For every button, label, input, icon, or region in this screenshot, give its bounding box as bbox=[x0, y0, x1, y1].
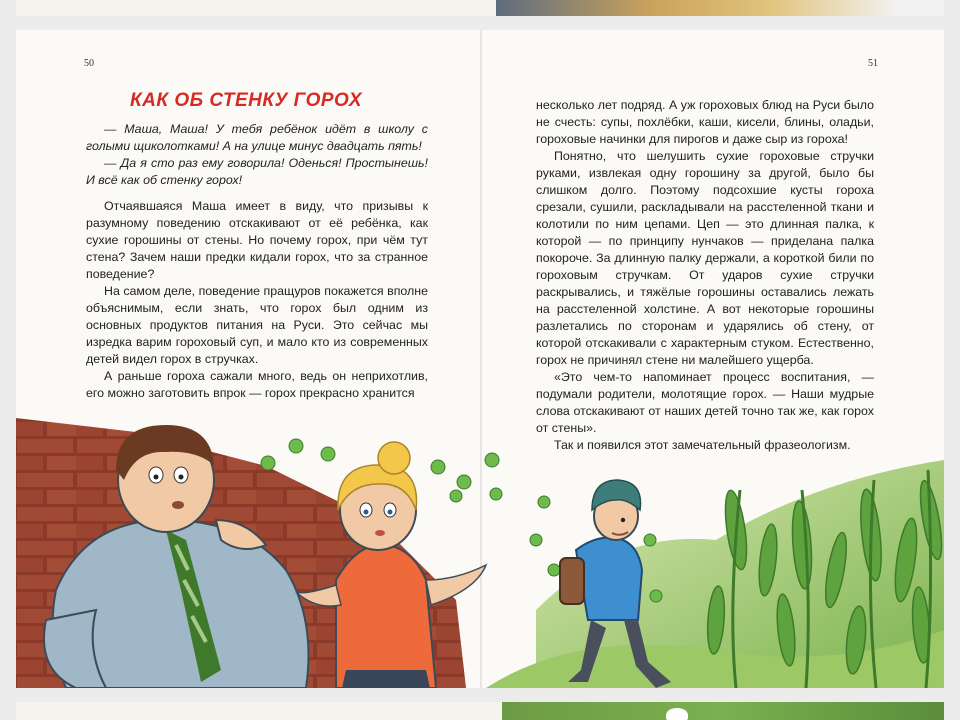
paragraph: На самом деле, поведение пращуров покажется вполне объяснимым, если знать, что горох был одним из основных продуктов питания на Руси. Это сейчас мы изредка варим гороховый суп, и мало кто из современных детей видел горох в стручках. bbox=[86, 284, 428, 366]
story-illustration bbox=[16, 370, 944, 688]
left-page-number: 50 bbox=[84, 58, 94, 69]
paragraph: «Это чем-то напоминает процесс воспитания, — подумали родители, молотящие горох. — Наши мудрые слова отскакивают от наших детей точно так же, как горох от стены». bbox=[536, 370, 874, 435]
left-column-text bbox=[86, 121, 428, 402]
next-illustration-edge bbox=[502, 702, 944, 720]
dialog-line: — Да я сто раз ему говорила! Оденься! Простынешь! И всё как об стенку горох! bbox=[86, 156, 428, 187]
previous-spread-edge bbox=[16, 0, 944, 16]
paragraph: Так и появился этот замечательный фразеологизм. bbox=[554, 438, 851, 452]
dialog-line: — Маша, Маша! У тебя ребёнок идёт в школу с голыми щиколотками! А на улице минус двадцать пять! bbox=[86, 122, 428, 153]
right-page-number: 51 bbox=[868, 58, 878, 69]
paragraph: А раньше гороха сажали много, ведь он неприхотлив, его можно заготовить впрок — горох прекрасно хранится bbox=[86, 369, 428, 400]
paragraph: Отчаявшаяся Маша имеет в виду, что призывы к разумному поведению отскакивают от её ребёнка, как сухие горошины от стены. Но почему горох, при чём тут стена? Зачем наши предки кидали горох, что за странное поведение? bbox=[86, 199, 428, 281]
duck-icon bbox=[666, 708, 688, 720]
previous-illustration-edge bbox=[496, 0, 944, 16]
book-spread bbox=[16, 30, 944, 688]
chapter-title: КАК ОБ СТЕНКУ ГОРОХ bbox=[129, 90, 363, 111]
paragraph: несколько лет подряд. А уж гороховых блюд на Руси было не счесть: супы, похлёбки, каши, кисели, блины, оладьи, гороховые начинки для пирогов и даже сыр из гороха! bbox=[536, 98, 874, 146]
next-spread-edge bbox=[16, 702, 944, 720]
paragraph: Понятно, что шелушить сухие гороховые стручки руками, извлекая одну горошину за другой, было бы слишком долго. Поэтому подсохшие кусты гороха срезали, сушили, раскладывали на расстеленной ткани и колотили по ним цепами. Цеп — это длинная палка, к которой — по принципу нунчаков — приделана палка покороче. За длинную палку держали, а короткой били по гороховым стручкам. От ударов сухие стручки раскрывались, и тяжёлые горошины оставались лежать на расстеленной холстине. А вот некоторые горошины разлетались по сторонам и ударялись об стену, от которой отскакивали с характерным стуком. Естественно, горох не причинял стене ни малейшего ущерба. bbox=[536, 149, 874, 367]
